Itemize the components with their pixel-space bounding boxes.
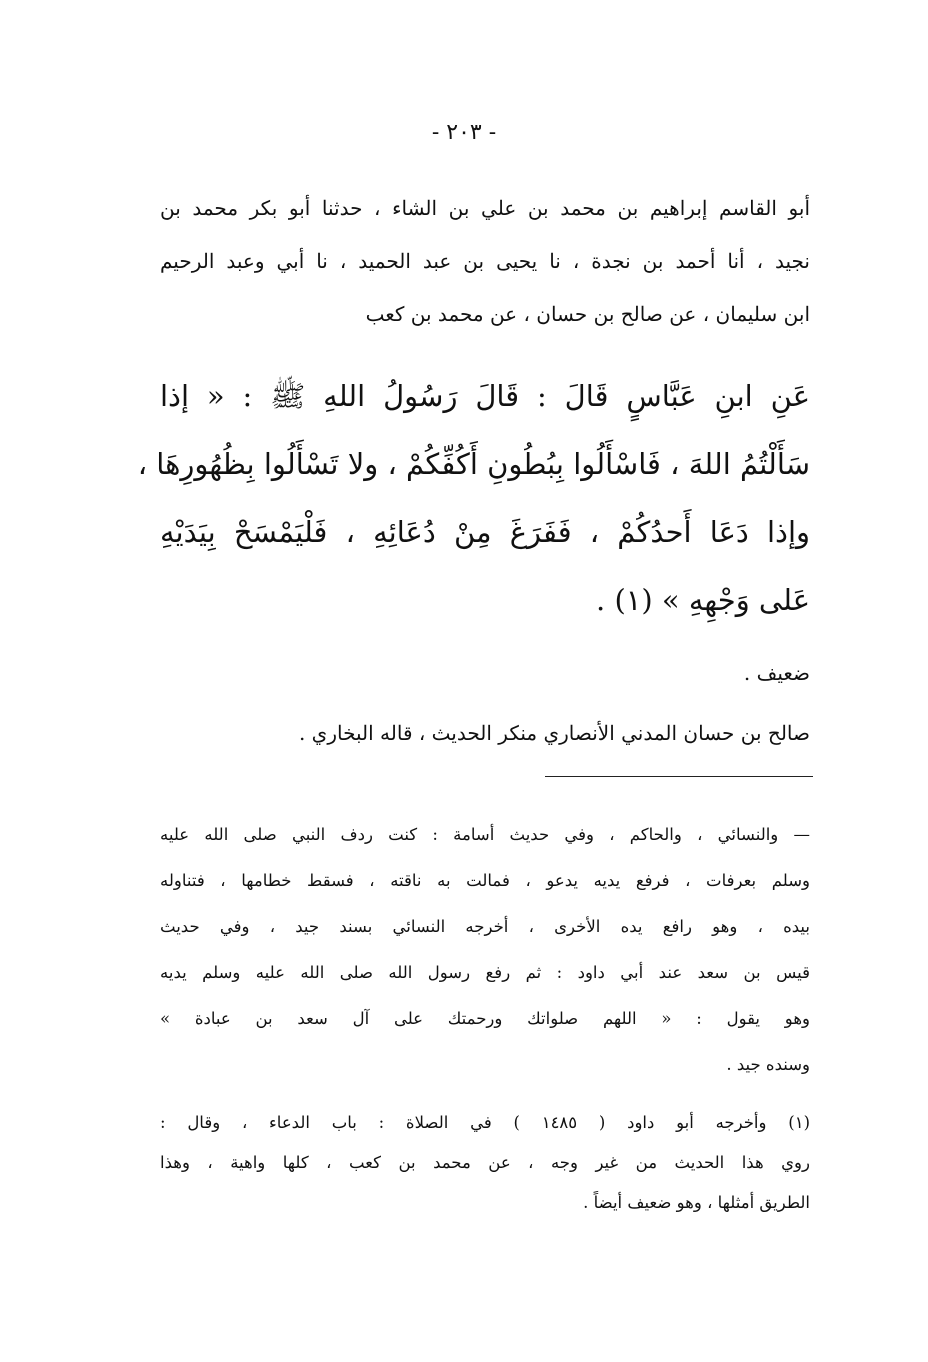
footnote-line: (١) وأخرجه أبو داود ( ١٤٨٥ ) في الصلاة : باب الدعاء ، وقال : [160, 1113, 810, 1132]
footnote-line: — والنسائي ، والحاكم ، وفي حديث أسامة : كنت ردف النبي صلى الله عليه [160, 825, 810, 844]
footnote-continued [160, 812, 810, 1088]
isnad-line: ابن سليمان ، عن صالح بن حسان ، عن محمد بن كعب [365, 302, 810, 326]
footnote-1 [160, 1103, 810, 1223]
hadith-grading [160, 648, 810, 698]
hadith-line: سَأَلْتُمُ اللهَ ، فَاسْأَلُوا بِبُطُونِ أَكُفِّكُمْ ، ولا تَسْأَلُوا بِظُهُورِهَا ، [137, 447, 810, 481]
narrator-note [160, 710, 810, 756]
footnote-line: وسلم بعرفات ، فرفع يديه يدعو ، فمالت به ناقته ، فسقط خطامها ، فتناوله [160, 871, 810, 890]
footnote-line: روي هذا الحديث من غير وجه ، عن محمد بن كعب ، كلها واهية ، وهذا [160, 1153, 810, 1172]
hadith-text [137, 362, 810, 634]
footnote-line: بيده ، وهو رافع يده الأخرى ، أخرجه النسائي بسند جيد ، وفي حديث [160, 917, 810, 936]
hadith-line: وإذا دَعَا أَحدُكُمْ ، فَفَرَغَ مِنْ دُعَائِهِ ، فَلْيَمْسَحْ بِيَدَيْهِ [160, 515, 810, 549]
isnad-line: أبو القاسم إبراهيم بن محمد بن علي بن الشاء ، حدثنا أبو بكر محمد بن [160, 196, 810, 220]
footnote-line: قيس بن سعد عند أبي داود : ثم رفع رسول الله صلى الله عليه وسلم يديه [160, 963, 810, 982]
hadith-line: عَلى وَجْهِهِ » (١) . [596, 583, 810, 617]
grading-text: ضعيف . [743, 661, 810, 685]
isnad-chain [160, 182, 810, 341]
footnote-line: الطريق أمثلها ، وهو ضعيف أيضاً . [583, 1193, 810, 1212]
narrator-note-text: صالح بن حسان المدني الأنصاري منكر الحديث ، قاله البخاري . [298, 721, 810, 745]
page-number: - ٢٠٣ - [431, 120, 497, 145]
isnad-line: نجيد ، أنا أحمد بن نجدة ، نا يحيى بن عبد الحميد ، نا أبي وعبد الرحيم [160, 249, 810, 273]
hadith-line: عَنِ ابنِ عَبَّاسٍ قَالَ : قَالَ رَسُولُ اللهِ ﷺ : « إذا [160, 379, 810, 413]
footnote-separator [545, 776, 813, 777]
footnote-line: وهو يقول : « اللهم صلواتك ورحمتك على آل سعد بن عبادة » [160, 1009, 810, 1028]
footnote-line: وسنده جيد . [726, 1055, 810, 1074]
